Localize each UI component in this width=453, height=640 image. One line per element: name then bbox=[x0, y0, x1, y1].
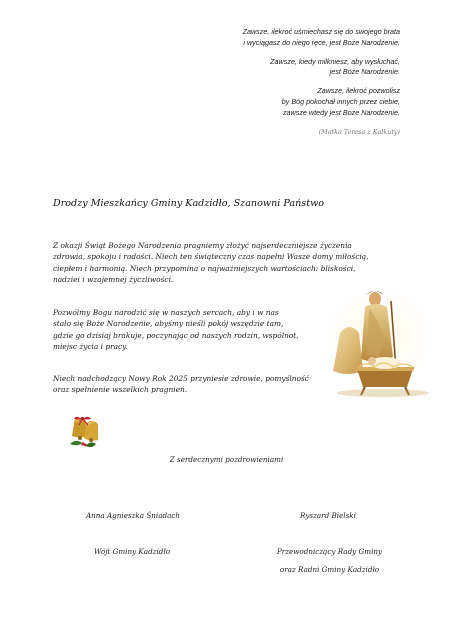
quote-line: Zawsze, kiedy milkniesz, aby wysłuchać, bbox=[270, 56, 400, 66]
paragraph-line: oraz spełnienie wszelkich pragnień. bbox=[53, 385, 188, 395]
paragraph-line: zdrowia, spokoju i radości. Niech ten świąteczny czas napełni Wasze domy miłością, bbox=[53, 252, 369, 262]
paragraph-wishes bbox=[53, 240, 391, 285]
quote-line: by Bóg pokochał innych przez ciebie, bbox=[281, 96, 400, 106]
quote-line: Zawsze, ilekroć uśmiechasz się do swojego brata bbox=[242, 27, 400, 36]
paragraph-line: nadziei i wzajemnej życzliwości. bbox=[53, 274, 174, 284]
paragraph-line: stało się Boże Narodzenie, abyśmy nieśli pokój wszędzie tam, bbox=[53, 319, 284, 329]
quote-line: zawsze wtedy jest Boże Narodzenie. bbox=[282, 107, 400, 117]
christmas-bells-icon bbox=[66, 416, 106, 450]
quote-stanza-3 bbox=[160, 86, 400, 118]
closing-greeting: Z serdecznymi pozdrowieniami bbox=[169, 455, 284, 464]
signature-left-title: Wójt Gminy Kadzidło bbox=[93, 547, 171, 556]
christmas-quote bbox=[160, 27, 400, 137]
paragraph-line: ciepłem i harmonią. Niech przypomina o najważniejszych wartościach: bliskości, bbox=[53, 263, 356, 273]
signature-right-name: Ryszard Bielski bbox=[300, 511, 356, 520]
quote-line: jest Boże Narodzenie. bbox=[329, 67, 400, 77]
signature-right-title-line2: oraz Radni Gminy Kadzidło bbox=[279, 565, 380, 574]
nativity-scene-image bbox=[327, 287, 431, 397]
quote-stanza-1 bbox=[160, 27, 400, 49]
signature-right-title: Przewodniczący Rady Gminy bbox=[276, 547, 383, 556]
paragraph-line: Pozwólmy Bogu narodzić się w naszych sercach, aby i w nas bbox=[53, 308, 279, 317]
quote-line: i wyciągasz do niego ręce, jest Boże Narodzenie. bbox=[243, 37, 400, 47]
paragraph-line: Z okazji Świąt Bożego Narodzenia pragniemy złożyć najserdeczniejsze życzenia bbox=[53, 241, 352, 250]
signature-left-name: Anna Agnieszka Śniadach bbox=[85, 511, 181, 520]
paragraph-line: miejsc życia i pracy. bbox=[53, 341, 128, 351]
quote-stanza-2 bbox=[160, 57, 400, 79]
quote-line: Zawsze, ilekroć pozwolisz bbox=[317, 86, 400, 96]
paragraph-line: Niech nadchodzący Nowy Rok 2025 przyniesie zdrowie, pomyślność bbox=[53, 374, 309, 383]
greeting-heading: Drodzy Mieszkańcy Gminy Kadzidło, Szanowni Państwo bbox=[53, 198, 325, 209]
quote-attribution: (Matka Teresa z Kalkuty) bbox=[318, 127, 400, 136]
paragraph-line: gdzie go dzisiaj brakuje, poczynając od naszych rodzin, wspólnot, bbox=[53, 330, 299, 340]
